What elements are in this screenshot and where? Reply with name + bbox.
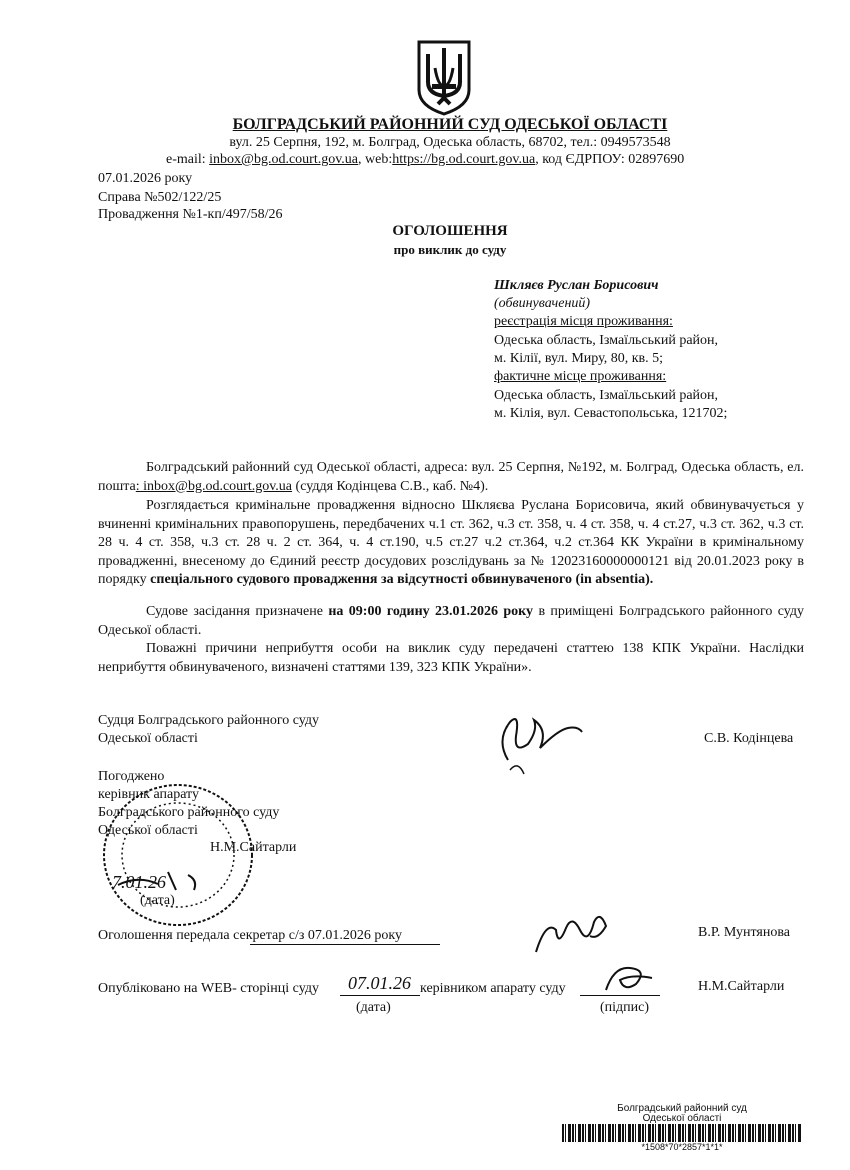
published-date-caption: (дата) [356,1000,391,1015]
p3-hearing-time: на 09:00 годину 23.01.2026 року [328,604,534,619]
barcode-text: *1508*70*2857*1*1* [641,1142,723,1152]
proceeding-number: Провадження №1-кп/497/58/26 [98,207,283,222]
court-name: БОЛГРАДСЬКИЙ РАЙОННИЙ СУД ОДЕСЬКОЇ ОБЛАСТІ [232,116,668,133]
paragraph-consequences [98,640,804,677]
head-title-1: керівник апарату [98,787,199,802]
edrpou-code: , код ЄДРПОУ: 02897690 [535,152,685,167]
p3-text-b: в приміщені Болградського районного суду Одеської області. [98,604,805,638]
p1-judge: (суддя Кодінцева С.В., каб. №4). [292,478,489,494]
court-website-link[interactable]: https://bg.od.court.gov.ua [392,152,536,167]
registration-line-1: Одеська область, Ізмаїльський район, [494,333,719,348]
published-text-b: керівником апарату суду [420,981,566,996]
court-stamp-icon [98,780,258,935]
notice-title: ОГОЛОШЕННЯ [392,223,508,239]
paragraph-hearing [98,603,804,640]
email-prefix: e-mail: [166,152,210,167]
notice-subtitle: про виклик до суду [393,242,507,257]
handed-over-text: Оголошення передала секретар с/з 07.01.2026 року [98,928,402,943]
publisher-signature-icon [600,956,660,1001]
paragraph-case-description [98,497,804,590]
barcode-icon [562,1124,802,1142]
judge-name: С.В. Кодінцева [704,731,794,746]
actual-residence-line-1: Одеська область, Ізмаїльський район, [494,388,719,403]
p1-text: Болградський районний суд Одеської області, адреса: вул. 25 Серпня, №192, м. Болград, Одеська область, ел. пошта [98,460,804,494]
actual-residence-label: фактичне місце проживання: [494,369,667,384]
footer-court-name: Болградський районний суд [617,1103,747,1114]
actual-residence-line-2: м. Кілія, вул. Севастопольська, 121702; [494,406,728,421]
registration-label: реєстрація місця проживання: [494,314,673,329]
published-name: Н.М.Сайтарли [698,979,785,994]
case-number: Справа №502/122/25 [98,190,222,205]
p2-text: Розглядається кримінальне провадження відносно Шкляєва Руслана Борисовича, який обвинувачується у вчиненні кримінальних правопорушень, передбачених ч.1 ст. 362, ч.3 ст. 358, ч. 4 ст. 358, ч. 4 ст.27, ч.3 ст. 362, ч.3 ст. 28 ч. 4 ст. 358, ч.3 ст. 28 ч. 2 ст. 364, ч. 4 ст.190, ч.5 ст.27 ч.2 ст.364, ч.2 ст.364 КК України в кримінальному провадженні, внесеному до Єдиний реєстр досудових розслідувань за № 12023160000000121 від 20.01.2023 року в порядку [98,498,804,587]
published-date: 07.01.26 [348,973,411,993]
head-title-3: Одеської області [98,823,198,838]
addressee-role: (обвинувачений) [494,296,591,311]
document-date: 07.01.2026 року [98,171,193,186]
p3-text-a: Судове засідання призначене [146,604,329,619]
handwritten-date: 7.01.26 [112,872,166,892]
judge-title-2: Одеської області [98,731,198,746]
registration-line-2: м. Кілії, вул. Миру, 80, кв. 5; [494,351,664,366]
footer-region: Одеської області [642,1113,722,1124]
head-date-label: (дата) [140,893,175,908]
head-title-2: Болградського районного суду [98,805,280,820]
p1-email-link[interactable]: : inbox@bg.od.court.gov.ua [135,478,293,494]
web-prefix: , web: [358,152,393,167]
trident-coat-of-arms-icon [414,38,474,116]
court-email-link[interactable]: inbox@bg.od.court.gov.ua [209,152,359,167]
secretary-name: В.Р. Мунтянова [698,925,790,940]
published-sign-caption: (підпис) [600,1000,650,1015]
head-name: Н.М.Сайтарли [210,840,297,855]
court-address: вул. 25 Серпня, 192, м. Болград, Одеська область, 68702, тел.: 0949573548 [229,135,671,150]
p2-special-proceeding: спеціального судового провадження за відсутності обвинуваченого (in absentia). [150,572,654,587]
published-text-a: Опубліковано на WEB- сторінці суду [98,981,319,996]
judge-title-1: Судця Болградського районного суду [98,713,320,728]
judge-signature-icon [488,700,588,785]
court-contacts [166,152,684,168]
addressee-name: Шкляєв Руслан Борисович [494,278,659,293]
agreed-label: Погоджено [98,769,165,784]
p4-text: Поважні причини неприбуття особи на виклик суду передачені статтею 138 КПК України. Наслідки неприбуття обвинуваченого, визначені статтями 139, 323 КПК України». [98,641,804,675]
paragraph-court-address [98,459,804,496]
